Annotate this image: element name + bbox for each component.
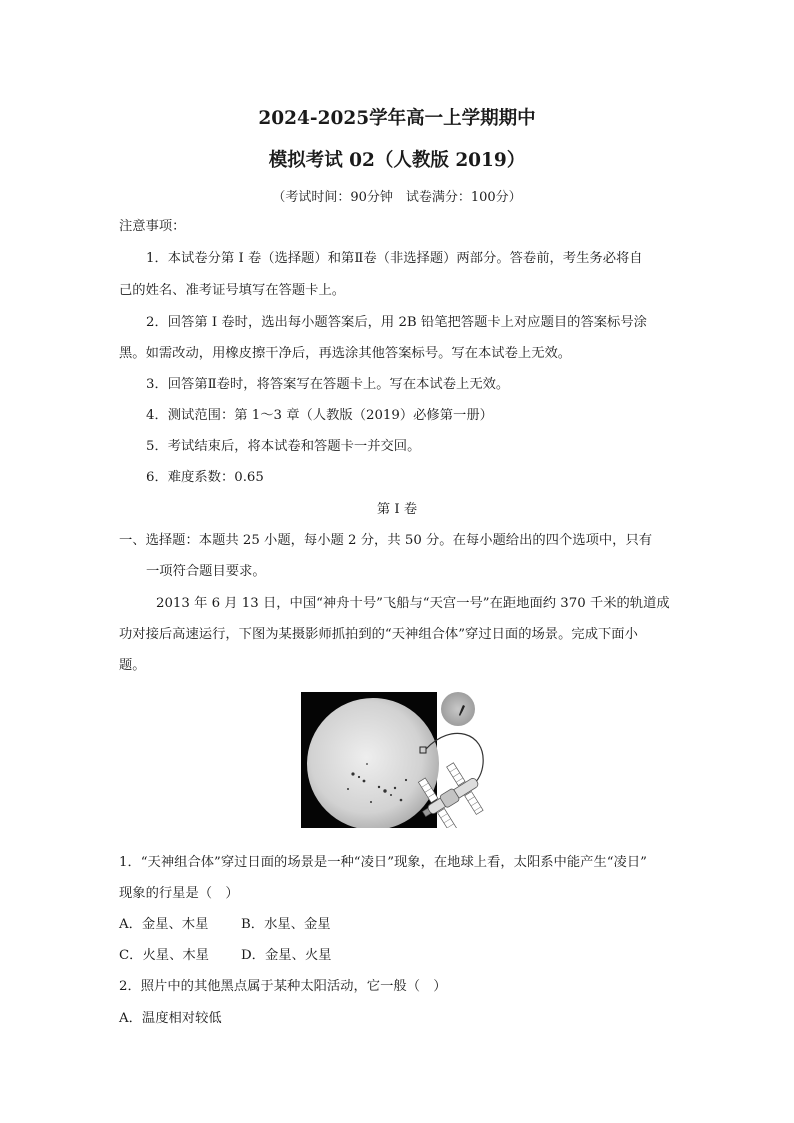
volume-title: 第 I 卷 — [376, 502, 418, 517]
notice-item-2-line2: 黑。如需改动，用橡皮擦干净后，再选涂其他答案标号。写在本试卷上无效。 — [119, 346, 572, 361]
question-1-stem-line1: 1．“天神组合体”穿过日面的场景是一种“凌日”现象，在地球上看，太阳系中能产生“凌日” — [119, 855, 647, 870]
question-2-option-a: A．温度相对较低 — [119, 1011, 222, 1026]
passage-line3: 题。 — [119, 658, 146, 673]
question-2-stem: 2．照片中的其他黑点属于某种太阳活动，它一般（ ） — [119, 979, 447, 994]
exam-title-line2: 模拟考试 02（人教版 2019） — [268, 150, 526, 171]
question-1-option-d: D．金星、火星 — [241, 948, 332, 963]
notice-item-5: 5．考试结束后，将本试卷和答题卡一并交回。 — [146, 439, 421, 454]
notice-item-2-line1: 2．回答第 I 卷时，选出每小题答案后，用 2B 铅笔把答题卡上对应题目的答案标号涂 — [146, 315, 647, 330]
notice-item-6: 6．难度系数：0.65 — [146, 470, 264, 485]
sun-transit-photo — [301, 692, 493, 828]
question-1-option-c: C．火星、木星 — [119, 948, 209, 963]
part1-instructions-line1: 一、选择题：本题共 25 小题，每小题 2 分，共 50 分。在每小题给出的四个选项中，只有 — [119, 533, 653, 548]
exam-title-line1: 2024-2025学年高一上学期期中 — [258, 108, 536, 129]
zoom-inset — [441, 692, 475, 726]
exam-time-score: （考试时间：90分钟 试卷满分：100分） — [272, 190, 522, 205]
question-1-option-b: B．水星、金星 — [241, 917, 331, 932]
question-1-option-a: A．金星、木星 — [119, 917, 209, 932]
notice-item-1-line1: 1．本试卷分第 I 卷（选择题）和第Ⅱ卷（非选择题）两部分。答卷前，考生务必将自 — [146, 251, 643, 266]
question-1-stem-line2: 现象的行星是（ ） — [119, 886, 239, 901]
passage-line1: 2013 年 6 月 13 日，中国“神舟十号”飞船与“天宫一号”在距地面约 370 千米的轨道成 — [156, 596, 670, 611]
passage-line2: 功对接后高速运行，下图为某摄影师抓拍到的“天神组合体”穿过日面的场景。完成下面小 — [119, 627, 638, 642]
sun-disk — [307, 698, 439, 828]
notice-heading: 注意事项： — [119, 219, 186, 234]
part1-instructions-line2: 一项符合题目要求。 — [146, 564, 266, 579]
notice-item-3: 3．回答第Ⅱ卷时，将答案写在答题卡上。写在本试卷上无效。 — [146, 377, 510, 392]
notice-item-1-line2: 己的姓名、准考证号填写在答题卡上。 — [119, 283, 346, 298]
notice-item-4: 4．测试范围：第 1～3 章（人教版（2019）必修第一册） — [146, 408, 493, 423]
